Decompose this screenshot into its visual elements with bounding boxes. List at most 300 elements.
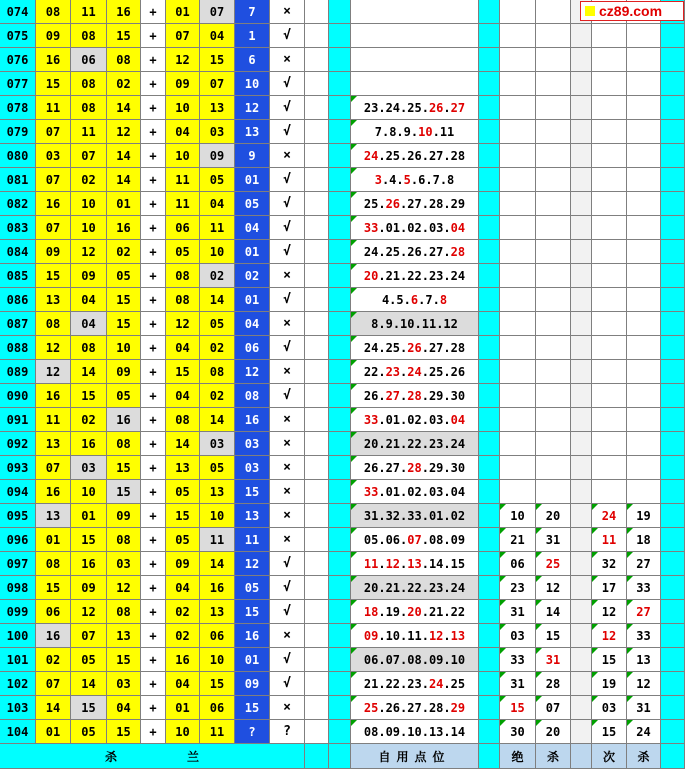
number-cell: 14 — [107, 168, 141, 192]
blank-cell — [305, 24, 329, 48]
pick-number: 23 — [363, 100, 379, 115]
number-cell: 05 — [107, 264, 141, 288]
dot: . — [378, 100, 386, 115]
ci-cell — [627, 168, 661, 192]
pick-number: 28 — [428, 196, 444, 211]
number-cell: 14 — [166, 432, 200, 456]
separator-cell — [329, 480, 351, 504]
number-cell: 10 — [166, 720, 200, 744]
jue-cell — [500, 480, 536, 504]
ci-cell: 19 — [627, 504, 661, 528]
blank-cell — [571, 648, 592, 672]
blank-cell — [305, 408, 329, 432]
footer-label-lan: 兰 — [187, 749, 200, 764]
number-cell: 14 — [200, 408, 235, 432]
pick-cell — [351, 72, 479, 96]
separator-cell — [329, 360, 351, 384]
jue-cell — [500, 312, 536, 336]
number-cell: 15 — [107, 24, 141, 48]
ci-cell — [627, 336, 661, 360]
separator-cell — [661, 312, 685, 336]
pick-number: 24 — [385, 100, 401, 115]
blank-cell — [571, 624, 592, 648]
number-cell: 08 — [36, 312, 71, 336]
separator-cell — [329, 336, 351, 360]
number-cell: 11 — [71, 120, 107, 144]
jue-cell — [536, 0, 571, 24]
special-number: 15 — [235, 600, 270, 624]
pick-number: 30 — [450, 388, 466, 403]
ci-cell — [592, 384, 627, 408]
number-cell: 03 — [107, 552, 141, 576]
row-id: 101 — [0, 648, 36, 672]
separator-cell — [479, 456, 500, 480]
dot: . — [400, 556, 408, 571]
blank-cell — [571, 528, 592, 552]
result-mark: × — [270, 408, 305, 432]
number-cell: 01 — [71, 504, 107, 528]
pick-number: 30 — [450, 460, 466, 475]
dot: . — [443, 196, 451, 211]
number-cell: 01 — [107, 192, 141, 216]
ci-cell — [592, 408, 627, 432]
footer-blank — [571, 744, 592, 769]
pick-number: 27 — [428, 148, 444, 163]
dot: . — [378, 556, 386, 571]
number-cell: 14 — [200, 288, 235, 312]
number-cell: 12 — [166, 48, 200, 72]
jue-cell — [536, 264, 571, 288]
pick-number: 29 — [450, 196, 466, 211]
dot: . — [421, 244, 429, 259]
dot: . — [421, 388, 429, 403]
pick-number: 06 — [385, 532, 401, 547]
dot: . — [400, 100, 408, 115]
pick-number: 10 — [407, 724, 422, 739]
ci-cell — [592, 168, 627, 192]
pick-cell — [351, 648, 479, 672]
row-id: 099 — [0, 600, 36, 624]
pick-number: 07 — [385, 652, 401, 667]
pick-number: 26 — [428, 100, 444, 115]
number-cell: 07 — [36, 672, 71, 696]
pick-number: 25 — [385, 148, 401, 163]
special-number: 12 — [235, 96, 270, 120]
separator-cell — [661, 648, 685, 672]
number-cell: 09 — [36, 24, 71, 48]
number-cell: 01 — [36, 720, 71, 744]
result-mark: × — [270, 0, 305, 24]
number-cell: 05 — [200, 312, 235, 336]
number-cell: 13 — [200, 96, 235, 120]
separator-cell — [661, 432, 685, 456]
dot: . — [443, 508, 451, 523]
separator-cell — [329, 144, 351, 168]
jue-cell — [536, 192, 571, 216]
pick-number: 23 — [385, 364, 401, 379]
number-cell: 10 — [166, 144, 200, 168]
pick-cell — [351, 312, 479, 336]
pick-number: 03 — [428, 220, 444, 235]
plus-sign: + — [141, 288, 166, 312]
dot: . — [421, 340, 429, 355]
blank-cell — [305, 552, 329, 576]
jue-cell — [536, 24, 571, 48]
special-number: 04 — [235, 216, 270, 240]
row-id: 104 — [0, 720, 36, 744]
separator-cell — [661, 144, 685, 168]
separator-cell — [329, 624, 351, 648]
pick-number: 27 — [385, 388, 401, 403]
dot: . — [421, 412, 429, 427]
separator-cell — [479, 168, 500, 192]
result-mark: √ — [270, 120, 305, 144]
blank-cell — [305, 240, 329, 264]
row-id: 081 — [0, 168, 36, 192]
pick-number: 26 — [407, 148, 422, 163]
pick-number: 11 — [363, 556, 379, 571]
jue-cell — [536, 336, 571, 360]
separator-cell — [329, 432, 351, 456]
separator-cell — [329, 384, 351, 408]
pick-cell — [351, 384, 479, 408]
separator-cell — [329, 24, 351, 48]
number-cell: 10 — [71, 192, 107, 216]
footer-sha3: 杀 — [627, 744, 661, 769]
number-cell: 12 — [107, 576, 141, 600]
number-cell: 09 — [166, 72, 200, 96]
dot: . — [443, 532, 451, 547]
dot: . — [421, 364, 429, 379]
ci-cell — [627, 240, 661, 264]
number-cell: 06 — [200, 696, 235, 720]
blank-cell — [571, 600, 592, 624]
pick-number: 27 — [385, 460, 401, 475]
jue-cell — [500, 120, 536, 144]
pick-cell — [351, 720, 479, 744]
separator-cell — [479, 552, 500, 576]
number-cell: 03 — [36, 144, 71, 168]
pick-cell — [351, 408, 479, 432]
dot: . — [421, 436, 429, 451]
pick-number: 10 — [400, 316, 415, 331]
dot: . — [378, 148, 386, 163]
dot: . — [400, 460, 408, 475]
number-cell: 15 — [107, 648, 141, 672]
pick-number: 28 — [450, 244, 466, 259]
dot: . — [421, 508, 429, 523]
number-cell: 14 — [107, 96, 141, 120]
row-id: 098 — [0, 576, 36, 600]
result-mark: × — [270, 264, 305, 288]
separator-cell — [329, 192, 351, 216]
separator-cell — [661, 336, 685, 360]
number-cell: 09 — [166, 552, 200, 576]
special-number: 13 — [235, 504, 270, 528]
blank-cell — [305, 504, 329, 528]
jue-cell: 07 — [536, 696, 571, 720]
pick-number: 14 — [428, 556, 444, 571]
site-logo[interactable] — [580, 1, 684, 21]
number-cell: 03 — [71, 456, 107, 480]
jue-cell — [500, 72, 536, 96]
pick-number: 24 — [407, 364, 422, 379]
pick-number: 22 — [407, 436, 422, 451]
dot: . — [418, 292, 426, 307]
ci-cell: 19 — [592, 672, 627, 696]
pick-number: 3 — [374, 172, 382, 187]
separator-cell — [661, 696, 685, 720]
dot: . — [421, 148, 429, 163]
blank-cell — [305, 696, 329, 720]
separator-cell — [479, 216, 500, 240]
ci-cell — [627, 408, 661, 432]
dot: . — [400, 700, 408, 715]
number-cell: 08 — [166, 408, 200, 432]
plus-sign: + — [141, 192, 166, 216]
blank-cell — [305, 144, 329, 168]
pick-number: 24 — [428, 676, 444, 691]
number-cell: 07 — [71, 624, 107, 648]
number-cell: 08 — [71, 72, 107, 96]
dot: . — [421, 100, 429, 115]
ci-cell — [627, 216, 661, 240]
dot: . — [421, 700, 429, 715]
pick-number: 12 — [385, 556, 401, 571]
ci-cell — [592, 336, 627, 360]
number-cell: 15 — [36, 576, 71, 600]
number-cell: 07 — [36, 216, 71, 240]
number-cell: 06 — [166, 216, 200, 240]
pick-cell — [351, 360, 479, 384]
dot: . — [421, 220, 429, 235]
number-cell: 07 — [36, 456, 71, 480]
pick-number: 25 — [385, 244, 401, 259]
blank-cell — [305, 264, 329, 288]
separator-cell — [479, 408, 500, 432]
number-cell: 05 — [166, 480, 200, 504]
jue-cell — [500, 240, 536, 264]
pick-cell — [351, 456, 479, 480]
dot: . — [400, 532, 408, 547]
pick-number: 25 — [363, 196, 379, 211]
pick-cell — [351, 336, 479, 360]
ci-cell — [592, 48, 627, 72]
special-number: 7 — [235, 0, 270, 24]
row-id: 100 — [0, 624, 36, 648]
separator-cell — [329, 408, 351, 432]
number-cell: 16 — [71, 552, 107, 576]
separator-cell — [329, 720, 351, 744]
special-number: 02 — [235, 264, 270, 288]
pick-number: 04 — [450, 220, 466, 235]
separator-cell — [479, 648, 500, 672]
separator-cell — [661, 504, 685, 528]
separator-cell — [479, 0, 500, 24]
pick-number: 7 — [374, 124, 382, 139]
separator-cell — [329, 168, 351, 192]
number-cell: 11 — [36, 96, 71, 120]
number-cell: 03 — [107, 672, 141, 696]
row-id: 076 — [0, 48, 36, 72]
pick-number: 13 — [407, 556, 422, 571]
separator-cell — [661, 672, 685, 696]
ci-cell — [627, 312, 661, 336]
pick-number: 09 — [385, 724, 401, 739]
number-cell: 02 — [107, 72, 141, 96]
jue-cell: 31 — [500, 600, 536, 624]
jue-cell: 15 — [536, 624, 571, 648]
number-cell: 03 — [200, 120, 235, 144]
jue-cell — [536, 288, 571, 312]
pick-number: 8 — [439, 292, 448, 307]
pick-number: 13 — [450, 628, 466, 643]
result-mark: × — [270, 360, 305, 384]
ci-cell — [627, 120, 661, 144]
pick-number: 01 — [385, 412, 401, 427]
dot: . — [400, 244, 408, 259]
row-id: 083 — [0, 216, 36, 240]
pick-number: 24 — [450, 580, 466, 595]
row-id: 080 — [0, 144, 36, 168]
number-cell: 12 — [36, 336, 71, 360]
plus-sign: + — [141, 168, 166, 192]
number-cell: 13 — [200, 480, 235, 504]
number-cell: 15 — [200, 672, 235, 696]
blank-cell — [571, 240, 592, 264]
dot: . — [400, 196, 408, 211]
number-cell: 10 — [107, 336, 141, 360]
pick-number: 5 — [403, 172, 411, 187]
ci-cell — [627, 264, 661, 288]
result-mark: √ — [270, 600, 305, 624]
pick-cell — [351, 24, 479, 48]
number-cell: 05 — [200, 168, 235, 192]
ci-cell: 24 — [592, 504, 627, 528]
dot: . — [378, 316, 386, 331]
dot: . — [421, 196, 429, 211]
pick-number: 09 — [363, 628, 379, 643]
separator-cell — [479, 624, 500, 648]
special-number: 6 — [235, 48, 270, 72]
dot: . — [432, 124, 440, 139]
result-mark: × — [270, 456, 305, 480]
number-cell: 09 — [36, 240, 71, 264]
jue-cell — [536, 384, 571, 408]
number-cell: 07 — [200, 0, 235, 24]
special-number: 06 — [235, 336, 270, 360]
number-cell: 02 — [166, 624, 200, 648]
number-cell: 11 — [36, 408, 71, 432]
pick-cell — [351, 624, 479, 648]
pick-cell — [351, 600, 479, 624]
pick-number: 26 — [363, 388, 379, 403]
pick-cell — [351, 120, 479, 144]
footer-jue: 绝 — [500, 744, 536, 769]
ci-cell: 15 — [592, 648, 627, 672]
dot: . — [400, 340, 408, 355]
footer-label-sha: 杀 — [104, 749, 117, 764]
jue-cell — [500, 456, 536, 480]
number-cell: 02 — [36, 648, 71, 672]
dot: . — [378, 196, 386, 211]
plus-sign: + — [141, 504, 166, 528]
number-cell: 01 — [166, 0, 200, 24]
special-number: 03 — [235, 432, 270, 456]
pick-number: 27 — [407, 700, 422, 715]
ci-cell — [627, 360, 661, 384]
pick-cell — [351, 96, 479, 120]
plus-sign: + — [141, 96, 166, 120]
row-id: 103 — [0, 696, 36, 720]
dot: . — [378, 412, 386, 427]
row-id: 092 — [0, 432, 36, 456]
blank-cell — [571, 672, 592, 696]
dot: . — [400, 268, 408, 283]
separator-cell — [329, 216, 351, 240]
result-mark: × — [270, 432, 305, 456]
ci-cell: 32 — [592, 552, 627, 576]
jue-cell — [536, 312, 571, 336]
ci-cell: 15 — [592, 720, 627, 744]
dot: . — [400, 436, 408, 451]
special-number: 09 — [235, 672, 270, 696]
pick-number: 08 — [428, 532, 444, 547]
plus-sign: + — [141, 384, 166, 408]
blank-cell — [571, 312, 592, 336]
number-cell: 12 — [71, 240, 107, 264]
pick-number: 22 — [407, 580, 422, 595]
jue-cell — [536, 456, 571, 480]
blank-cell — [305, 96, 329, 120]
result-mark: √ — [270, 192, 305, 216]
pick-number: 29 — [450, 700, 466, 715]
number-cell: 15 — [107, 720, 141, 744]
dot: . — [443, 268, 451, 283]
dot: . — [378, 652, 386, 667]
dot: . — [378, 388, 386, 403]
pick-number: 22 — [450, 604, 466, 619]
blank-cell — [305, 576, 329, 600]
row-id: 079 — [0, 120, 36, 144]
dot: . — [400, 628, 408, 643]
special-number: 01 — [235, 240, 270, 264]
separator-cell — [479, 144, 500, 168]
pick-number: 08 — [407, 652, 422, 667]
number-cell: 09 — [107, 504, 141, 528]
separator-cell — [479, 312, 500, 336]
plus-sign: + — [141, 360, 166, 384]
pick-cell — [351, 672, 479, 696]
dot: . — [403, 292, 411, 307]
dot: . — [443, 652, 451, 667]
footer-sha2: 杀 — [536, 744, 571, 769]
pick-number: 04 — [450, 412, 466, 427]
blank-cell — [571, 720, 592, 744]
pick-number: 20 — [407, 604, 422, 619]
blank-cell — [305, 624, 329, 648]
pick-number: 23 — [428, 580, 444, 595]
pick-number: 33 — [363, 412, 379, 427]
pick-number: 24 — [363, 148, 379, 163]
pick-number: 19 — [385, 604, 401, 619]
number-cell: 05 — [107, 384, 141, 408]
pick-cell — [351, 48, 479, 72]
separator-cell — [329, 240, 351, 264]
special-number: 16 — [235, 408, 270, 432]
special-number: 11 — [235, 528, 270, 552]
pick-cell — [351, 504, 479, 528]
